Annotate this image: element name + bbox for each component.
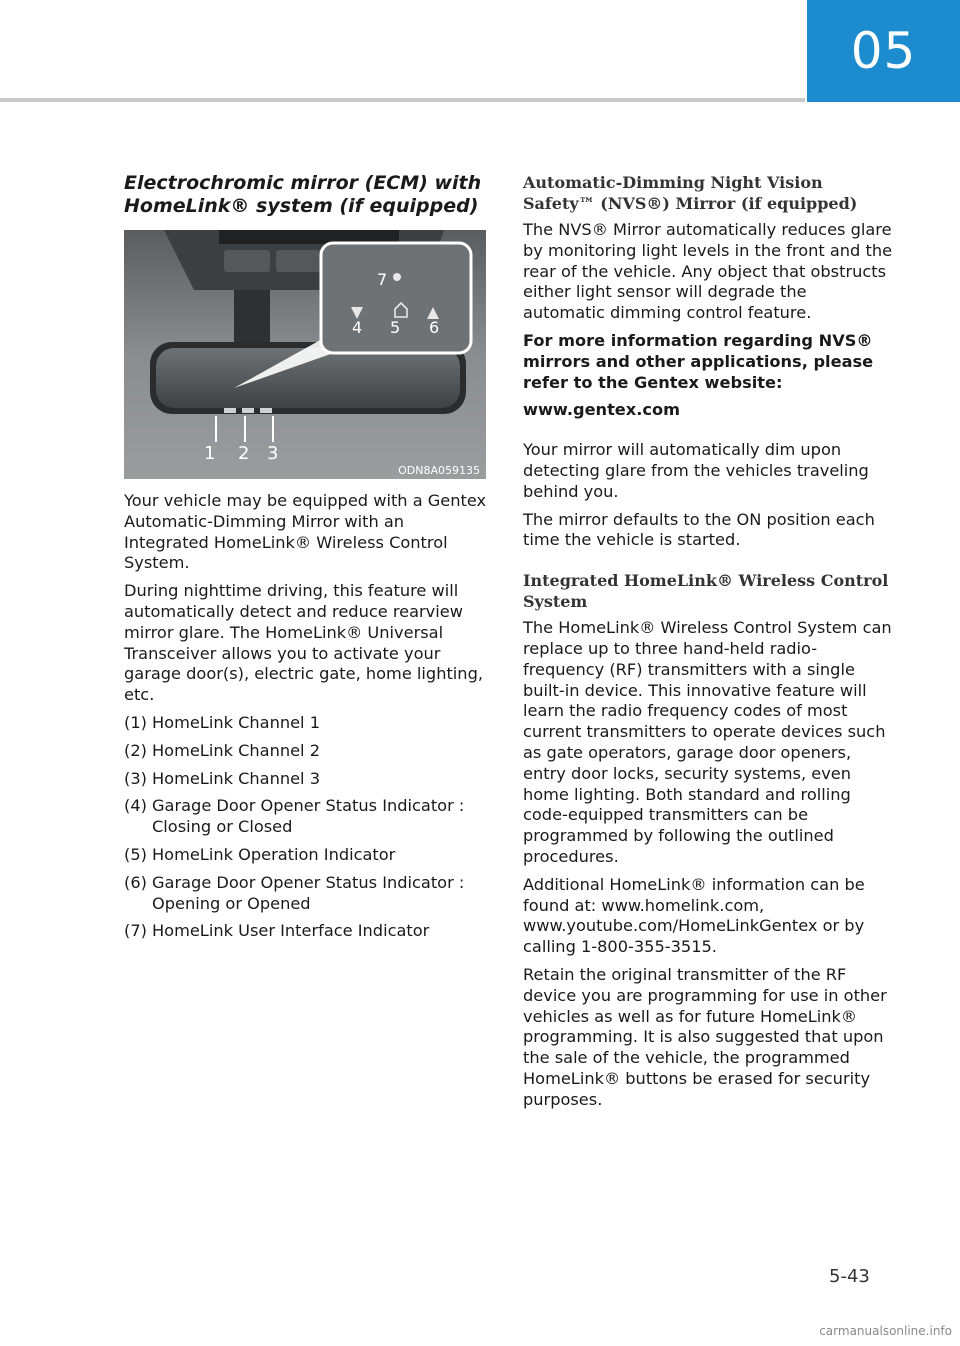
- page-number: 5-43: [829, 1266, 870, 1287]
- list-item: (2) HomeLink Channel 2: [124, 740, 321, 760]
- section-title: Electrochromic mirror (ECM) with HomeLink® system (if equipped): [124, 172, 482, 217]
- callout-2: 2: [238, 443, 250, 464]
- list-item: (1) HomeLink Channel 1: [124, 712, 321, 732]
- intro-paragraph-1: Your vehicle may be equipped with a Gentex Automatic-Dimming Mirror with an Integrated HomeLink® Wireless Control System.: [124, 491, 487, 573]
- homelink-title: Integrated HomeLink® Wireless Control System: [523, 571, 889, 612]
- figure-code: ODN8A059135: [398, 464, 480, 477]
- gentex-link[interactable]: www.gentex.com: [523, 400, 680, 420]
- callout-4: 4: [352, 318, 363, 337]
- nvs-title: Automatic-Dimming Night Vision Safety™ (NVS®) Mirror (if equipped): [523, 173, 858, 213]
- header-divider: [0, 98, 805, 102]
- mirror-illustration: [124, 230, 486, 479]
- mirror-figure: [124, 230, 486, 479]
- list-item: (5) HomeLink Operation Indicator: [124, 844, 396, 864]
- callout-1: 1: [204, 443, 216, 464]
- list-item: (6) Garage Door Opener Status Indicator : Opening or Opened: [124, 872, 465, 913]
- callout-3: 3: [267, 443, 279, 464]
- list-item: (4) Garage Door Opener Status Indicator : Closing or Closed: [124, 796, 465, 837]
- left-column: [124, 172, 490, 949]
- nvs-paragraph: The NVS® Mirror automatically reduces glare by monitoring light levels in the front and the rear of the vehicle. Any object that obstructs either light sensor will degrade the automatic dimming control feature.: [523, 220, 893, 323]
- dim-paragraph-1: Your mirror will automatically dim upon detecting glare from the vehicles traveling behind you.: [523, 440, 869, 501]
- callout-7: 7: [377, 270, 388, 289]
- indicator-list: [124, 713, 490, 942]
- intro-paragraph-2: During nighttime driving, this feature will automatically detect and reduce rearview mirror glare. The HomeLink® Universal Transceiver allows you to activate your garage door(s), electric gate, home lighting, etc.: [124, 581, 483, 705]
- list-item: (7) HomeLink User Interface Indicator: [124, 921, 430, 941]
- homelink-paragraph-3: Retain the original transmitter of the RF device you are programming for use in other vehicles as well as for future HomeLink® programming. It is also suggested that upon the sale of the vehicle, the programmed HomeLink® buttons be erased for security purposes.: [523, 964, 887, 1109]
- watermark: carmanualsonline.info: [819, 1324, 952, 1338]
- homelink-paragraph-2: Additional HomeLink® information can be found at: www.homelink.com, www.youtube.com/HomeLinkGentex or by calling 1-800-355-3515.: [523, 874, 865, 957]
- callout-6: 6: [429, 318, 440, 337]
- dim-paragraph-2: The mirror defaults to the ON position each time the vehicle is started.: [523, 509, 875, 550]
- callout-5: 5: [390, 318, 401, 337]
- chapter-tab: [807, 0, 960, 102]
- chapter-number: 05: [850, 22, 917, 80]
- right-column: [523, 172, 893, 1117]
- list-item: (3) HomeLink Channel 3: [124, 768, 321, 788]
- nvs-info-note: For more information regarding NVS® mirrors and other applications, please refer to the Gentex website:: [523, 330, 874, 392]
- homelink-paragraph-1: The HomeLink® Wireless Control System can replace up to three hand-held radio-frequency (RF) transmitters with a single built-in device. This innovative feature will learn the radio frequency codes of most current transmitters to operate devices such as gate operators, garage door openers, entry door locks, security systems, even home lighting. Both standard and rolling code-equipped transmitters can be programmed by following the outlined procedures.: [523, 618, 892, 866]
